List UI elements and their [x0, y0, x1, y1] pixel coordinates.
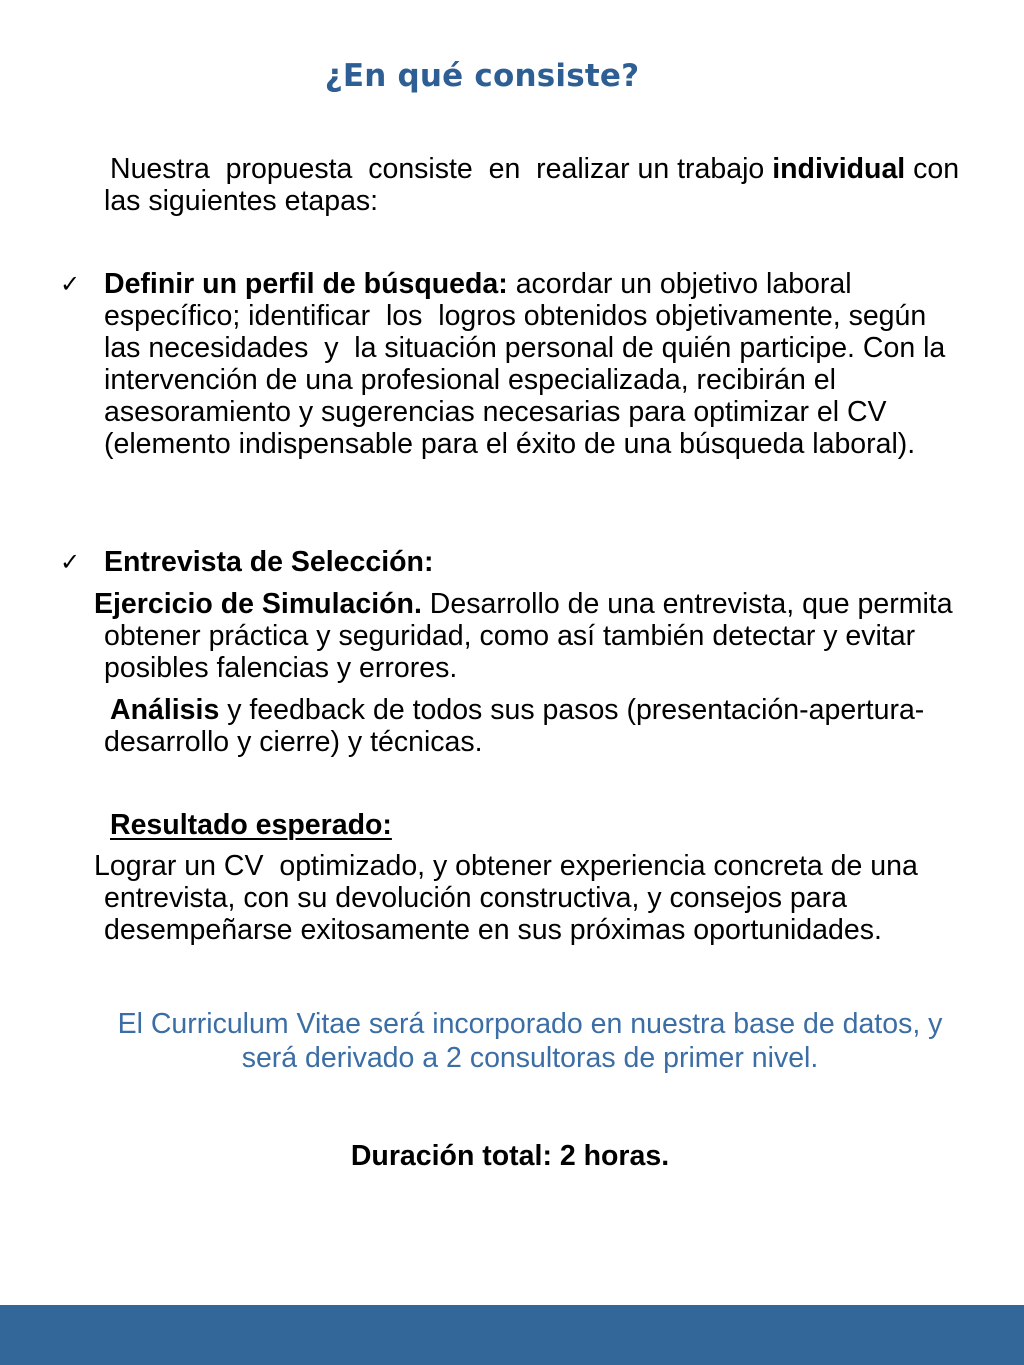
cv-database-note: El Curriculum Vitae será incorporado en nuestra base de datos, y será derivado a 2 consultoras de primer nivel. — [117, 1008, 943, 1074]
analysis-title: Análisis — [110, 694, 220, 726]
stage-profile — [104, 268, 964, 460]
intro-text: Nuestra propuesta consiste en realizar un trabajo — [110, 153, 773, 185]
intro-rest: con las siguientes etapas: — [104, 153, 968, 217]
footer-bar — [0, 1305, 1024, 1365]
page-title: ¿En qué consiste? — [324, 58, 640, 94]
total-duration: Duración total: 2 horas. — [350, 1140, 670, 1172]
result-heading — [104, 809, 964, 841]
check-icon: ✓ — [60, 270, 81, 298]
simulation-paragraph — [94, 588, 964, 684]
check-icon: ✓ — [60, 548, 81, 576]
result-paragraph: Lograr un CV optimizado, y obtener experiencia concreta de una entrevista, con su devolución constructiva, y consejos para desempeñarse exitosamente en sus próximas oportunidades. — [94, 850, 926, 946]
result-heading-text: Resultado esperado: — [110, 809, 392, 841]
analysis-paragraph — [104, 694, 964, 758]
intro-bold: individual — [772, 153, 906, 185]
stage-profile-text: acordar un objetivo laboral específico; identificar los logros obtenidos objetivamente, según las necesidades y la situación personal de quién participe. Con la intervención de una profesional especializada, recibirán el asesoramiento y sugerencias necesarias para optimizar el CV (elemento indispensable para el éxito de una búsqueda laboral). — [104, 268, 954, 460]
simulation-title: Ejercicio de Simulación. — [94, 588, 422, 620]
stage-profile-title: Definir un perfil de búsqueda: — [104, 268, 508, 300]
stage-interview-title: Entrevista de Selección: — [104, 546, 434, 578]
analysis-text: y feedback de todos sus pasos (presentación-apertura-desarrollo y cierre) y técnicas. — [104, 694, 925, 758]
intro-paragraph — [104, 153, 968, 217]
simulation-text: Desarrollo de una entrevista, que permita obtener práctica y seguridad, como así también detectar y evitar posibles falencias y errores. — [104, 588, 961, 684]
